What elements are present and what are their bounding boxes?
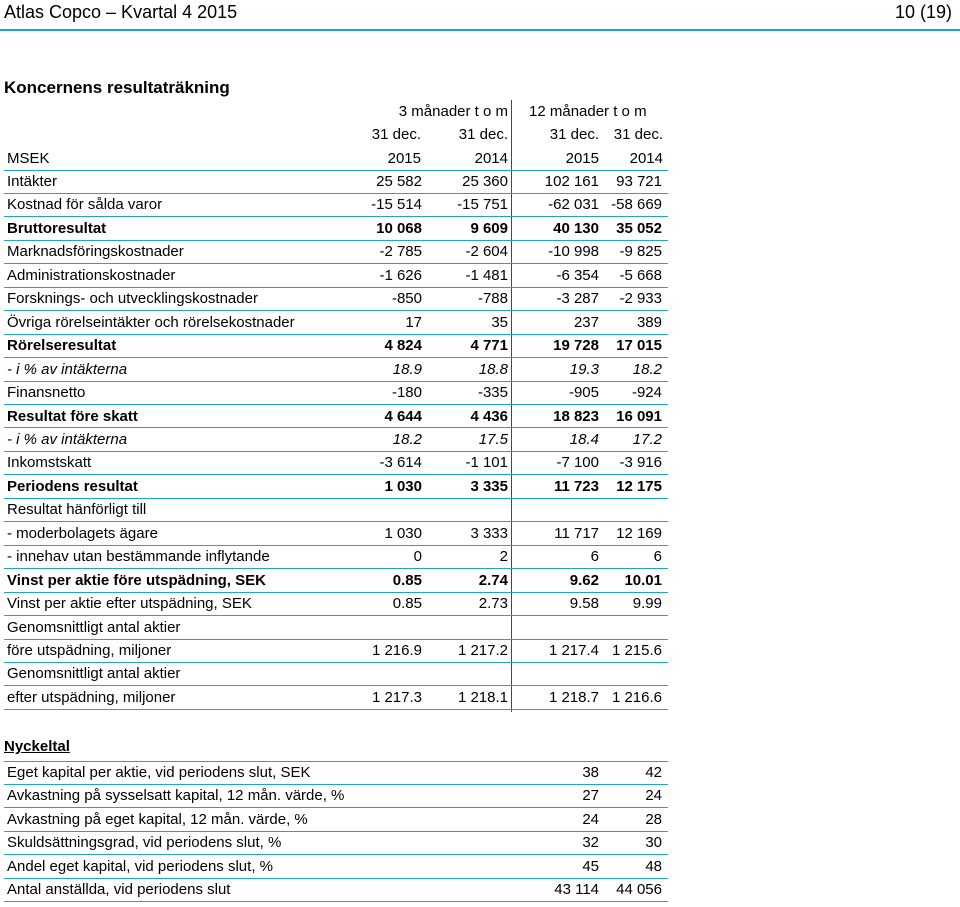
date-label-2: 31 dec. — [458, 126, 508, 143]
row-value: 1 217.3 — [371, 688, 422, 706]
row-label: - innehav utan bestämmande inflytande — [7, 548, 270, 566]
table-row — [0, 639, 668, 662]
row-value: -3 614 — [379, 454, 422, 472]
row-value: 18.9 — [392, 360, 422, 378]
row-label: Periodens resultat — [7, 477, 138, 495]
table-row — [0, 808, 668, 831]
table-row — [0, 451, 668, 474]
row-value: 1 216.6 — [611, 688, 662, 706]
table-row — [0, 686, 668, 709]
table-row — [0, 592, 668, 615]
row-value: 4 824 — [384, 337, 422, 355]
row-value: 2.74 — [478, 571, 508, 589]
row-value: -2 604 — [465, 243, 508, 261]
row-value: 0.85 — [392, 595, 422, 613]
row-value: 35 — [491, 313, 508, 331]
row-label: Övriga rörelseintäkter och rörelsekostnader — [7, 313, 295, 331]
row-value: 1 215.6 — [611, 642, 662, 659]
row-value: 18 823 — [553, 407, 599, 425]
row-value: -2 933 — [619, 290, 662, 308]
row-value: 3 333 — [470, 524, 508, 542]
table-row — [0, 428, 668, 451]
table-row — [0, 761, 668, 784]
row-value: 35 052 — [616, 219, 662, 237]
row-value: 27 — [582, 787, 599, 805]
table-row — [0, 217, 668, 240]
income-statement-title: Koncernens resultaträkning — [4, 78, 230, 97]
row-value: 28 — [645, 810, 662, 828]
table-row — [0, 662, 668, 685]
row-value: 25 360 — [462, 173, 508, 190]
row-value: 1 030 — [384, 477, 422, 495]
row-value: -6 354 — [556, 266, 599, 284]
row-value: 30 — [645, 834, 662, 852]
row-label: Bruttoresultat — [7, 219, 107, 237]
row-value: 6 — [653, 548, 662, 566]
table-rule — [4, 901, 668, 902]
row-value: 10 068 — [376, 219, 422, 237]
row-value: 1 217.4 — [548, 642, 599, 659]
unit-label: MSEK — [7, 150, 50, 167]
row-value: -1 481 — [465, 266, 508, 284]
row-value: 1 030 — [384, 524, 422, 542]
row-label: Kostnad för sålda varor — [7, 196, 163, 214]
row-label: Forsknings- och utvecklingskostnader — [7, 290, 258, 308]
row-value: 24 — [582, 810, 599, 828]
row-value: 44 056 — [616, 881, 662, 899]
table-row — [0, 784, 668, 807]
period-12m-label: 12 månader t o m — [529, 103, 647, 120]
year-label-2: 2014 — [474, 150, 508, 167]
table-row — [0, 170, 668, 193]
row-value: 19.3 — [569, 360, 599, 378]
row-value: 0.85 — [392, 571, 422, 589]
table-row — [0, 616, 668, 639]
table-row — [0, 831, 668, 854]
row-value: 1 218.7 — [548, 688, 599, 706]
row-value: 17.2 — [632, 430, 662, 448]
row-value: -15 751 — [457, 196, 508, 214]
row-value: -1 101 — [465, 454, 508, 472]
row-label: Skuldsättningsgrad, vid periodens slut, % — [7, 834, 282, 852]
row-label: Rörelseresultat — [7, 337, 117, 355]
table-rule — [4, 709, 668, 710]
row-value: 48 — [645, 857, 662, 875]
row-value: 40 130 — [553, 219, 599, 237]
row-label: Inkomstskatt — [7, 454, 92, 472]
row-value: -905 — [568, 384, 599, 402]
row-value: 17 — [405, 313, 422, 331]
row-value: -180 — [391, 384, 422, 402]
row-value: -850 — [391, 290, 422, 308]
row-value: 9.58 — [569, 595, 599, 613]
row-value: -3 916 — [619, 454, 662, 472]
row-label: Genomsnittligt antal aktier — [7, 665, 181, 683]
year-label-3: 2015 — [565, 150, 599, 167]
page-header — [0, 0, 960, 28]
row-label: Vinst per aktie efter utspädning, SEK — [7, 595, 252, 613]
table-row — [0, 311, 668, 334]
row-value: 12 169 — [616, 524, 662, 542]
row-value: -2 785 — [379, 243, 422, 261]
date-label-1: 31 dec. — [371, 126, 421, 143]
row-value: 11 723 — [553, 477, 599, 495]
row-value: 4 436 — [470, 407, 508, 425]
row-value: 38 — [582, 764, 599, 781]
row-value: 6 — [590, 548, 599, 566]
row-label: Avkastning på eget kapital, 12 mån. värde, % — [7, 810, 308, 828]
row-label: Genomsnittligt antal aktier — [7, 618, 181, 636]
row-value: 4 771 — [470, 337, 508, 355]
row-value: -3 287 — [556, 290, 599, 308]
row-value: 3 335 — [470, 477, 508, 495]
table-row — [0, 358, 668, 381]
table-row — [0, 475, 668, 498]
row-label: Antal anställda, vid periodens slut — [7, 881, 231, 899]
table-row — [0, 381, 668, 404]
row-value: 102 161 — [544, 173, 599, 190]
row-value: 43 114 — [554, 881, 599, 899]
year-label-4: 2014 — [629, 150, 663, 167]
row-value: 9.99 — [632, 595, 662, 613]
row-value: 16 091 — [616, 407, 662, 425]
row-value: 1 217.2 — [457, 642, 508, 659]
table-row — [0, 522, 668, 545]
row-value: 24 — [645, 787, 662, 805]
row-value: -335 — [477, 384, 508, 402]
row-value: 32 — [582, 834, 599, 852]
row-value: -9 825 — [619, 243, 662, 261]
row-label: Resultat före skatt — [7, 407, 138, 425]
row-label: Vinst per aktie före utspädning, SEK — [7, 571, 266, 589]
table-row — [0, 545, 668, 568]
row-value: -788 — [477, 290, 508, 308]
table-row — [0, 287, 668, 310]
row-value: 18.8 — [478, 360, 508, 378]
row-value: 2 — [499, 548, 508, 566]
row-label: Resultat hänförligt till — [7, 501, 147, 519]
date-label-4: 31 dec. — [613, 126, 663, 143]
key-figures-title: Nyckeltal — [4, 738, 70, 755]
row-value: 11 717 — [554, 524, 599, 542]
year-label-1: 2015 — [387, 150, 421, 167]
row-value: 4 644 — [384, 407, 422, 425]
row-value: 42 — [645, 764, 662, 781]
row-label: Administrationskostnader — [7, 266, 176, 284]
page-number: 10 (19) — [894, 2, 952, 22]
row-label: - moderbolagets ägare — [7, 524, 158, 542]
row-value: 17 015 — [616, 337, 662, 355]
row-value: -5 668 — [619, 266, 662, 284]
row-label: Avkastning på sysselsatt kapital, 12 mån. värde, % — [7, 787, 345, 805]
row-value: 10.01 — [624, 571, 662, 589]
table-row — [0, 498, 668, 521]
row-value: 25 582 — [376, 173, 422, 190]
row-value: 9 609 — [470, 219, 508, 237]
row-label: - i % av intäkterna — [7, 430, 128, 448]
row-label: före utspädning, miljoner — [7, 642, 172, 659]
row-label: Finansnetto — [7, 384, 86, 402]
row-value: -62 031 — [548, 196, 599, 214]
period-3m-label: 3 månader t o m — [398, 103, 508, 120]
row-value: 12 175 — [616, 477, 662, 495]
row-label: Intäkter — [7, 173, 58, 190]
row-value: -15 514 — [371, 196, 422, 214]
row-label: Eget kapital per aktie, vid periodens slut, SEK — [7, 764, 311, 781]
table-row — [0, 193, 668, 216]
table-row — [0, 264, 668, 287]
table-row — [0, 569, 668, 592]
row-value: 237 — [573, 313, 599, 331]
table-rule — [4, 761, 668, 762]
row-label: Andel eget kapital, vid periodens slut, % — [7, 857, 273, 875]
document-title: Atlas Copco – Kvartal 4 2015 — [4, 2, 238, 22]
row-label: - i % av intäkterna — [7, 360, 128, 378]
row-value: 0 — [413, 548, 422, 566]
table-row — [0, 240, 668, 263]
row-value: 18.2 — [392, 430, 422, 448]
row-value: 17.5 — [478, 430, 508, 448]
row-value: 18.2 — [632, 360, 662, 378]
row-value: -7 100 — [556, 454, 599, 472]
row-value: 19 728 — [553, 337, 599, 355]
row-value: 18.4 — [569, 430, 599, 448]
table-row — [0, 405, 668, 428]
row-value: 9.62 — [569, 571, 599, 589]
row-value: 1 216.9 — [371, 642, 422, 659]
row-label: Marknadsföringskostnader — [7, 243, 184, 261]
row-value: 45 — [582, 857, 599, 875]
table-row — [0, 878, 668, 901]
table-row — [0, 855, 668, 878]
row-value: 1 218.1 — [457, 688, 508, 706]
row-label: efter utspädning, miljoner — [7, 688, 176, 706]
header-rule — [0, 29, 960, 31]
row-value: -58 669 — [611, 196, 662, 214]
table-row — [0, 334, 668, 357]
date-label-3: 31 dec. — [549, 126, 599, 143]
row-value: 389 — [636, 313, 662, 331]
row-value: -10 998 — [548, 243, 599, 261]
row-value: -1 626 — [379, 266, 422, 284]
row-value: -924 — [631, 384, 662, 402]
row-value: 2.73 — [478, 595, 508, 613]
row-value: 93 721 — [616, 173, 662, 190]
